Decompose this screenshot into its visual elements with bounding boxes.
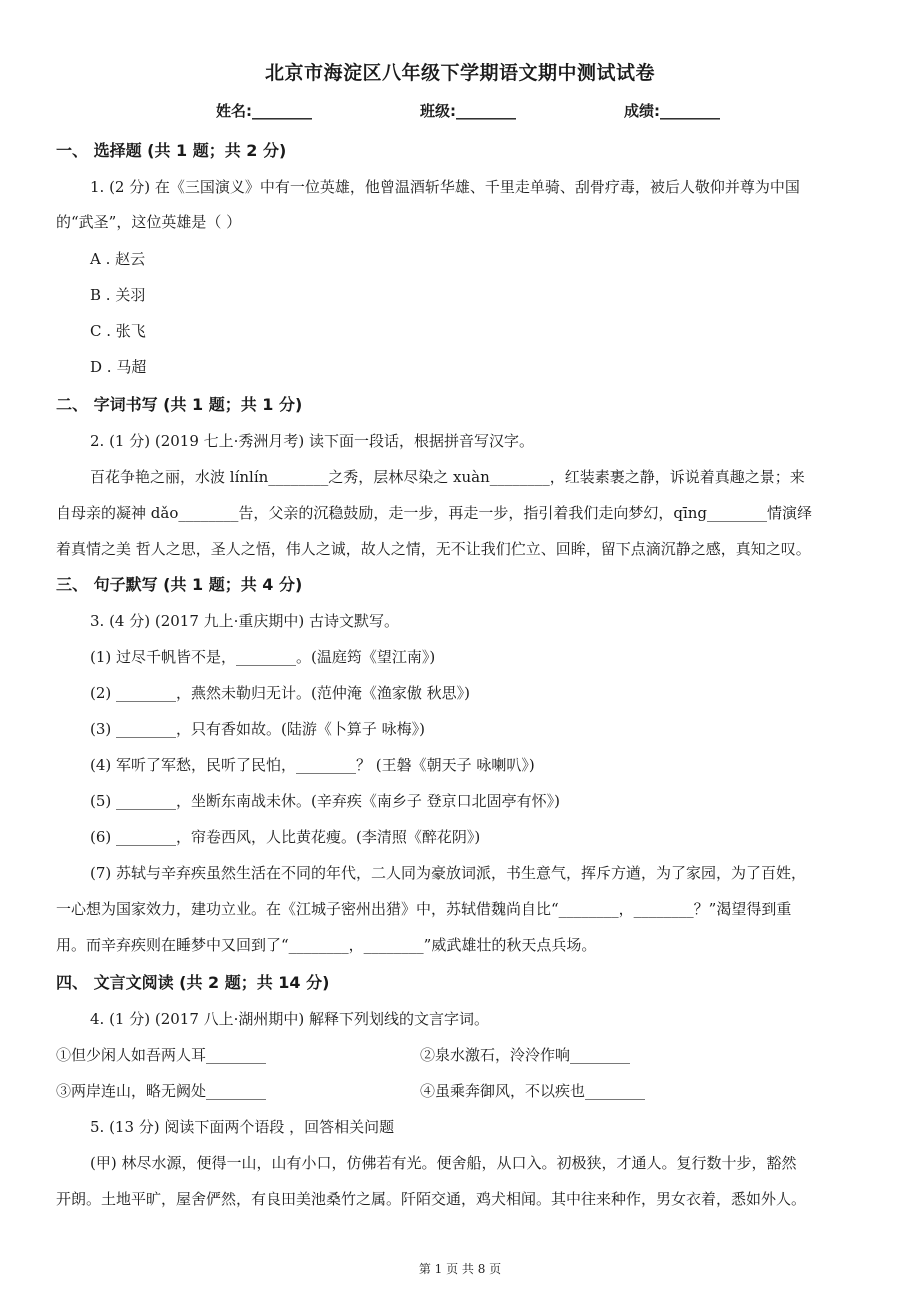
q4-item-b: ②泉水激石，泠泠作响________	[420, 1046, 631, 1064]
q1-stem-line1: 1. (2 分) 在《三国演义》中有一位英雄，他曾温酒斩华雄、千里走单骑、刮骨疗毒，被后人敬仰并尊为中国	[90, 178, 800, 196]
q1-option-c: C . 张飞	[90, 322, 146, 340]
score-field-label: 成绩:________	[624, 102, 720, 120]
section-heading-writing: 二、 字词书写 (共 1 题；共 1 分)	[56, 395, 303, 414]
q5-stem: 5. (13 分) 阅读下面两个语段 ，回答相关问题	[90, 1118, 395, 1136]
q1-stem-line2: 的“武圣”，这位英雄是（ ）	[56, 213, 242, 231]
section-heading-recitation: 三、 句子默写 (共 1 题；共 4 分)	[56, 575, 303, 594]
q4-item-a: ①但少闲人如吾两人耳________	[56, 1046, 267, 1064]
section-heading-classical: 四、 文言文阅读 (共 2 题；共 14 分)	[56, 973, 330, 992]
section-heading-choice: 一、 选择题 (共 1 题；共 2 分)	[56, 141, 287, 160]
name-field-label: 姓名:________	[216, 102, 312, 120]
q1-option-b: B . 关羽	[90, 286, 146, 304]
q3-item-7-line3: 用。而辛弃疾则在睡梦中又回到了“________，________”威武雄壮的秋天点兵场。	[56, 936, 597, 954]
q4-item-c: ③两岸连山，略无阙处________	[56, 1082, 267, 1100]
page-title: 北京市海淀区八年级下学期语文期中测试试卷	[264, 62, 655, 84]
q2-stem: 2. (1 分) (2019 七上·秀洲月考) 读下面一段话，根据拼音写汉字。	[90, 432, 535, 450]
q5-passage-line2: 开朗。土地平旷，屋舍俨然，有良田美池桑竹之属。阡陌交通，鸡犬相闻。其中往来种作，男女衣着，悉如外人。	[56, 1190, 807, 1208]
q1-option-d: D . 马超	[90, 358, 147, 376]
q3-item-3: (3) ________，只有香如故。(陆游《卜算子 咏梅》)	[90, 720, 425, 738]
q3-item-4: (4) 军听了军愁，民听了民怕，________？ (王磐《朝天子 咏喇叭》)	[90, 756, 535, 774]
q4-stem: 4. (1 分) (2017 八上·湖州期中) 解释下列划线的文言字词。	[90, 1010, 490, 1028]
q3-item-5: (5) ________，坐断东南战未休。(辛弃疾《南乡子 登京口北固亭有怀》)	[90, 792, 560, 810]
q3-item-6: (6) ________，帘卷西风，人比黄花瘦。(李清照《醉花阴》)	[90, 828, 481, 846]
page-footer: 第 1 页 共 8 页	[418, 1262, 502, 1276]
class-field-label: 班级:________	[420, 102, 516, 120]
q4-item-d: ④虽乘奔御风，不以疾也________	[420, 1082, 646, 1100]
q2-passage-line1: 百花争艳之丽，水波 línlín________之秀，层林尽染之 xuàn________，红装素裹之静，诉说着真趣之景；来	[90, 468, 805, 486]
q1-option-a: A . 赵云	[90, 250, 146, 268]
q5-passage-line1: (甲) 林尽水源，便得一山，山有小口，仿佛若有光。便舍船，从口入。初极狭，才通人。复行数十步，豁然	[90, 1154, 797, 1172]
q3-item-7-line1: (7) 苏轼与辛弃疾虽然生活在不同的年代，二人同为豪放词派，书生意气，挥斥方遒，为了家园，为了百姓，	[90, 864, 807, 882]
q3-item-7-line2: 一心想为国家效力，建功立业。在《江城子密州出猎》中，苏轼借魏尚自比“________，________？”渴望得到重	[56, 900, 792, 918]
q3-item-2: (2) ________，燕然未勒归无计。(范仲淹《渔家傲 秋思》)	[90, 684, 470, 702]
q2-passage-line3: 着真情之美 哲人之思，圣人之悟，伟人之诚，故人之情，无不让我们伫立、回眸，留下点滴沉静之感，真知之叹。	[56, 540, 811, 558]
q2-passage-line2: 自母亲的凝神 dǎo________告，父亲的沉稳鼓励，走一步，再走一步，指引着我们走向梦幻，qīng________情演绎	[56, 504, 813, 522]
q3-item-1: (1) 过尽千帆皆不是，________。(温庭筠《望江南》)	[90, 648, 436, 666]
q3-stem: 3. (4 分) (2017 九上·重庆期中) 古诗文默写。	[90, 612, 400, 630]
